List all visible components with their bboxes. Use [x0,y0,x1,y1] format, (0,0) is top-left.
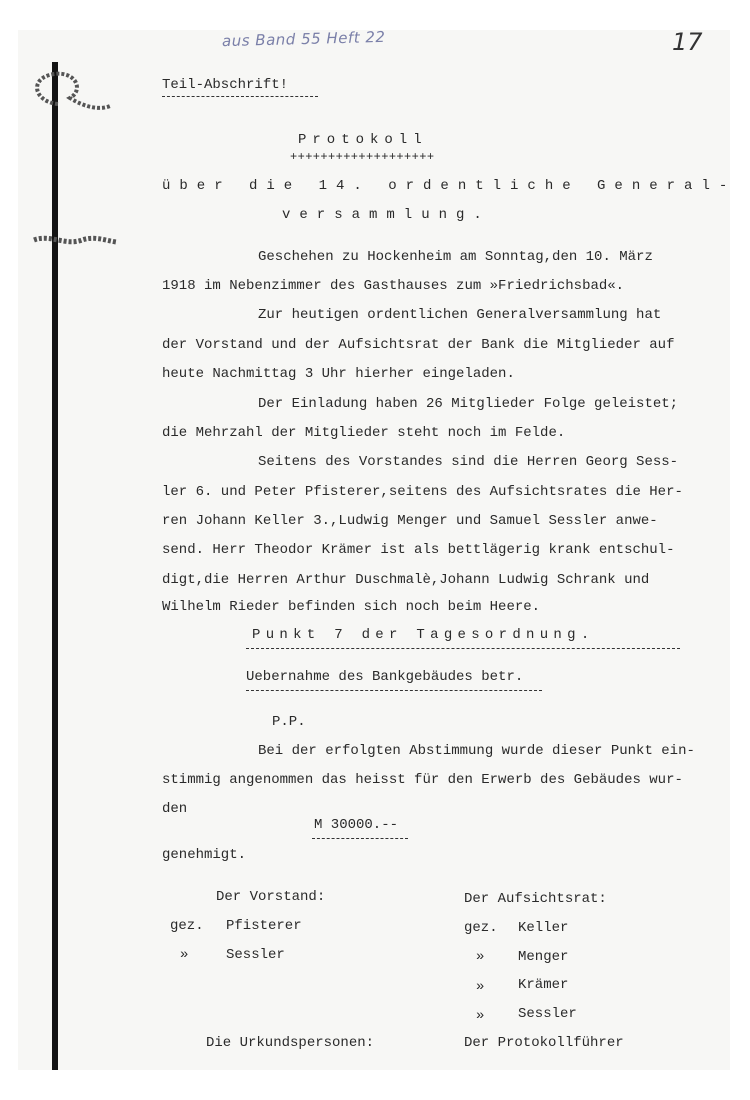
body-line: Geschehen zu Hockenheim am Sonntag,den 10. März [258,249,653,265]
aufsichtsrat-signature: Krämer [518,977,569,993]
aufsichtsrat-signature: Menger [518,949,569,965]
body-line: 1918 im Nebenzimmer des Gasthauses zum »Friedrichsbad«. [162,278,625,294]
vorstand-label: Der Vorstand: [216,889,326,905]
amount-underline [312,838,408,839]
pp-marker: P.P. [272,714,306,730]
gez-marker: gez. [170,918,204,934]
body-line: Wilhelm Rieder befinden sich noch beim Heere. [162,599,541,615]
binding-string-bottom [30,228,120,258]
vorstand-signature: Sessler [226,947,285,963]
resolution-line: Bei der erfolgten Abstimmung wurde dieser Punkt ein- [258,743,695,759]
body-line: heute Nachmittag 3 Uhr hierher eingeladen. [162,366,515,382]
agenda-subject: Uebernahme des Bankgebäudes betr. [246,669,524,685]
page-number: 17 [672,28,703,56]
protokollfuehrer-label: Der Protokollführer [464,1035,624,1051]
body-line: der Vorstand und der Aufsichtsrat der Bank die Mitglieder auf [162,337,675,353]
aufsichtsrat-signature: Sessler [518,1006,577,1022]
binding-spine [52,62,58,1070]
body-line: Zur heutigen ordentlichen Generalversammlung hat [258,307,662,323]
document-title: Protokoll [298,132,428,148]
resolution-line: den [162,801,188,817]
urkundspersonen-label: Die Urkundspersonen: [206,1035,375,1051]
agenda-item: Punkt 7 der Tagesordnung. [252,627,595,643]
agenda-item-underline [246,648,680,649]
heading: Teil-Abschrift! [162,77,289,93]
amount: M 30000.-- [314,817,399,833]
body-line: ler 6. und Peter Pfisterer,seitens des Aufsichtsrates die Her- [162,484,683,500]
ditto-mark: » [476,979,485,995]
subtitle-line-2: versammlung. [282,207,491,223]
title-ornament: +++++++++++++++++++ [290,150,435,164]
body-line: send. Herr Theodor Krämer ist als bettlägerig krank entschul- [162,542,675,558]
body-line: Der Einladung haben 26 Mitglieder Folge geleistet; [258,396,679,412]
subtitle-line-1: über die 14. ordentliche General- [162,178,737,194]
handwritten-archive-note: aus Band 55 Heft 22 [221,27,386,51]
aufsichtsrat-signature: Keller [518,920,569,936]
agenda-subject-underline [246,690,542,691]
body-line: ren Johann Keller 3.,Ludwig Menger und Samuel Sessler anwe- [162,513,658,529]
approved-text: genehmigt. [162,847,247,863]
ditto-mark: » [476,949,485,965]
body-line: die Mehrzahl der Mitglieder steht noch im Felde. [162,425,566,441]
ditto-mark: » [476,1008,485,1024]
resolution-line: stimmig angenommen das heisst für den Erwerb des Gebäudes wur- [162,772,683,788]
binding-string-top [26,68,116,148]
gez-marker: gez. [464,920,498,936]
body-line: digt,die Herren Arthur Duschmalè,Johann Ludwig Schrank und [162,572,650,588]
vorstand-signature: Pfisterer [226,918,302,934]
aufsichtsrat-label: Der Aufsichtsrat: [464,891,607,907]
body-line: Seitens des Vorstandes sind die Herren Georg Sess- [258,454,679,470]
ditto-mark: » [180,947,189,963]
heading-underline [162,96,318,97]
